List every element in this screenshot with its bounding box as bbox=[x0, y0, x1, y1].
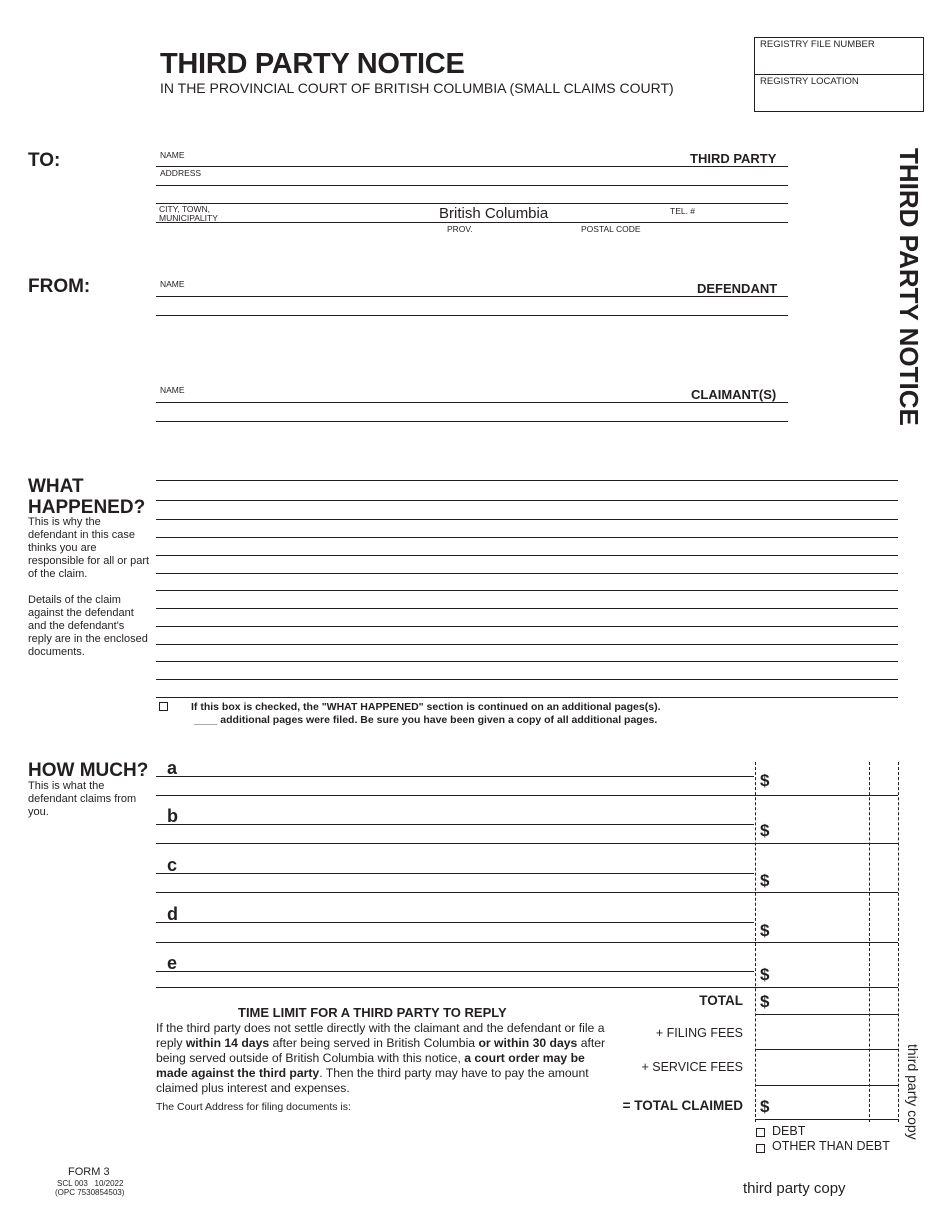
form-code: SCL 003 10/2022 bbox=[57, 1179, 124, 1188]
defendant-name-line[interactable] bbox=[156, 296, 788, 297]
item-d-line[interactable] bbox=[156, 922, 754, 923]
other-than-debt-label: OTHER THAN DEBT bbox=[772, 1139, 890, 1153]
to-address-label: ADDRESS bbox=[160, 168, 202, 178]
to-city-line[interactable] bbox=[156, 222, 788, 223]
registry-file-number-field[interactable]: REGISTRY FILE NUMBER bbox=[760, 39, 875, 50]
side-banner-title: THIRD PARTY NOTICE bbox=[894, 148, 924, 426]
item-c-amount-line[interactable] bbox=[156, 892, 898, 893]
item-e-dollar: $ bbox=[760, 965, 770, 984]
item-d-dollar: $ bbox=[760, 921, 770, 940]
continued-note: If this box is checked, the "WHAT HAPPENED" section is continued on an additional pages(s). bbox=[191, 701, 661, 713]
total-claimed-dollar: $ bbox=[760, 1097, 770, 1116]
item-b-amount-line[interactable] bbox=[156, 843, 898, 844]
item-b-line[interactable] bbox=[156, 824, 754, 825]
service-fees-label: + SERVICE FEES bbox=[641, 1060, 743, 1074]
time-limit-text: If the third party does not settle directly with the claimant and the defendant or file a reply within 14 days after being served in British Columbia or within 30 days after being served outside of British Columbia with this notice, a court order may be made against the third party. Then the third party may have to pay the amount claimed plus interest and expenses. bbox=[156, 1021, 606, 1095]
filing-fees-label: + FILING FEES bbox=[655, 1026, 743, 1040]
debt-label: DEBT bbox=[772, 1124, 806, 1138]
defendant-address-line[interactable] bbox=[156, 315, 788, 316]
item-a-dollar: $ bbox=[760, 771, 770, 790]
item-c-letter: c bbox=[167, 855, 178, 875]
how-much-description: This is what the defendant claims from you. bbox=[28, 780, 137, 818]
to-party-label: THIRD PARTY bbox=[690, 151, 777, 166]
court-address-label: The Court Address for filing documents is: bbox=[156, 1101, 351, 1113]
total-dollar: $ bbox=[760, 992, 770, 1011]
to-name-label: NAME bbox=[160, 150, 185, 160]
what-heading-2: HAPPENED? bbox=[28, 497, 146, 518]
to-address-line-1[interactable] bbox=[156, 185, 788, 186]
opc-number: (OPC 7530854503) bbox=[55, 1188, 125, 1197]
to-label: TO: bbox=[28, 150, 61, 171]
what-description-2: Details of the claim against the defendant and the defendant's reply are in the enclosed documents. bbox=[28, 594, 148, 658]
defendant-name-label: NAME bbox=[160, 279, 185, 289]
time-limit-heading: TIME LIMIT FOR A THIRD PARTY TO REPLY bbox=[238, 1005, 507, 1020]
other-than-debt-checkbox[interactable] bbox=[756, 1144, 765, 1153]
what-heading-1: WHAT bbox=[28, 476, 84, 497]
claimant-name-line[interactable] bbox=[156, 402, 788, 403]
claimant-name-label: NAME bbox=[160, 385, 185, 395]
item-e-letter: e bbox=[167, 953, 178, 973]
item-a-amount-line[interactable] bbox=[156, 795, 898, 796]
copy-label: third party copy bbox=[743, 1180, 846, 1197]
claimant-party-label: CLAIMANT(S) bbox=[691, 387, 777, 402]
to-address-line-2[interactable] bbox=[156, 203, 788, 204]
item-e-line[interactable] bbox=[156, 971, 754, 972]
item-d-letter: d bbox=[167, 904, 178, 924]
registry-box bbox=[754, 37, 924, 112]
continued-pages-checkbox[interactable] bbox=[159, 702, 168, 711]
service-fees-line[interactable] bbox=[756, 1085, 898, 1086]
province-value[interactable]: British Columbia bbox=[439, 205, 549, 222]
item-d-amount-line[interactable] bbox=[156, 942, 898, 943]
total-label: TOTAL bbox=[699, 993, 743, 1008]
item-c-line[interactable] bbox=[156, 873, 754, 874]
prov-label: PROV. bbox=[447, 224, 473, 234]
total-claimed-line[interactable] bbox=[756, 1119, 898, 1120]
item-b-letter: b bbox=[167, 806, 178, 826]
to-name-line[interactable] bbox=[156, 166, 788, 167]
item-a-line[interactable] bbox=[156, 776, 754, 777]
item-c-dollar: $ bbox=[760, 871, 770, 890]
postal-code-label: POSTAL CODE bbox=[581, 224, 641, 234]
registry-location-field[interactable]: REGISTRY LOCATION bbox=[760, 76, 859, 87]
city-label-1: CITY, TOWN, bbox=[159, 204, 211, 214]
total-amount-line[interactable] bbox=[756, 1014, 898, 1015]
form-subtitle: IN THE PROVINCIAL COURT OF BRITISH COLUMBIA (SMALL CLAIMS COURT) bbox=[160, 80, 674, 96]
item-e-amount-line[interactable] bbox=[156, 987, 898, 988]
defendant-party-label: DEFENDANT bbox=[697, 281, 778, 296]
from-label: FROM: bbox=[28, 276, 91, 297]
how-much-heading: HOW MUCH? bbox=[28, 760, 149, 781]
additional-pages-note: ____ additional pages were filed. Be sure you have been given a copy of all additional pages. bbox=[194, 714, 658, 726]
form-number: FORM 3 bbox=[68, 1166, 110, 1178]
what-description-1: This is why the defendant in this case thinks you are responsible for all or part of the claim. bbox=[28, 516, 150, 580]
item-b-dollar: $ bbox=[760, 821, 770, 840]
item-a-letter: a bbox=[167, 758, 178, 778]
filing-fees-line[interactable] bbox=[756, 1049, 898, 1050]
cents-column-divider-2 bbox=[898, 762, 899, 1122]
claimant-address-line[interactable] bbox=[156, 421, 788, 422]
debt-checkbox[interactable] bbox=[756, 1128, 765, 1137]
tel-label: TEL. # bbox=[670, 206, 696, 216]
form-title: THIRD PARTY NOTICE bbox=[160, 48, 465, 80]
city-label-2: MUNICIPALITY bbox=[159, 213, 218, 223]
copy-label-vertical: third party copy bbox=[905, 1044, 921, 1140]
total-claimed-label: = TOTAL CLAIMED bbox=[622, 1098, 743, 1113]
